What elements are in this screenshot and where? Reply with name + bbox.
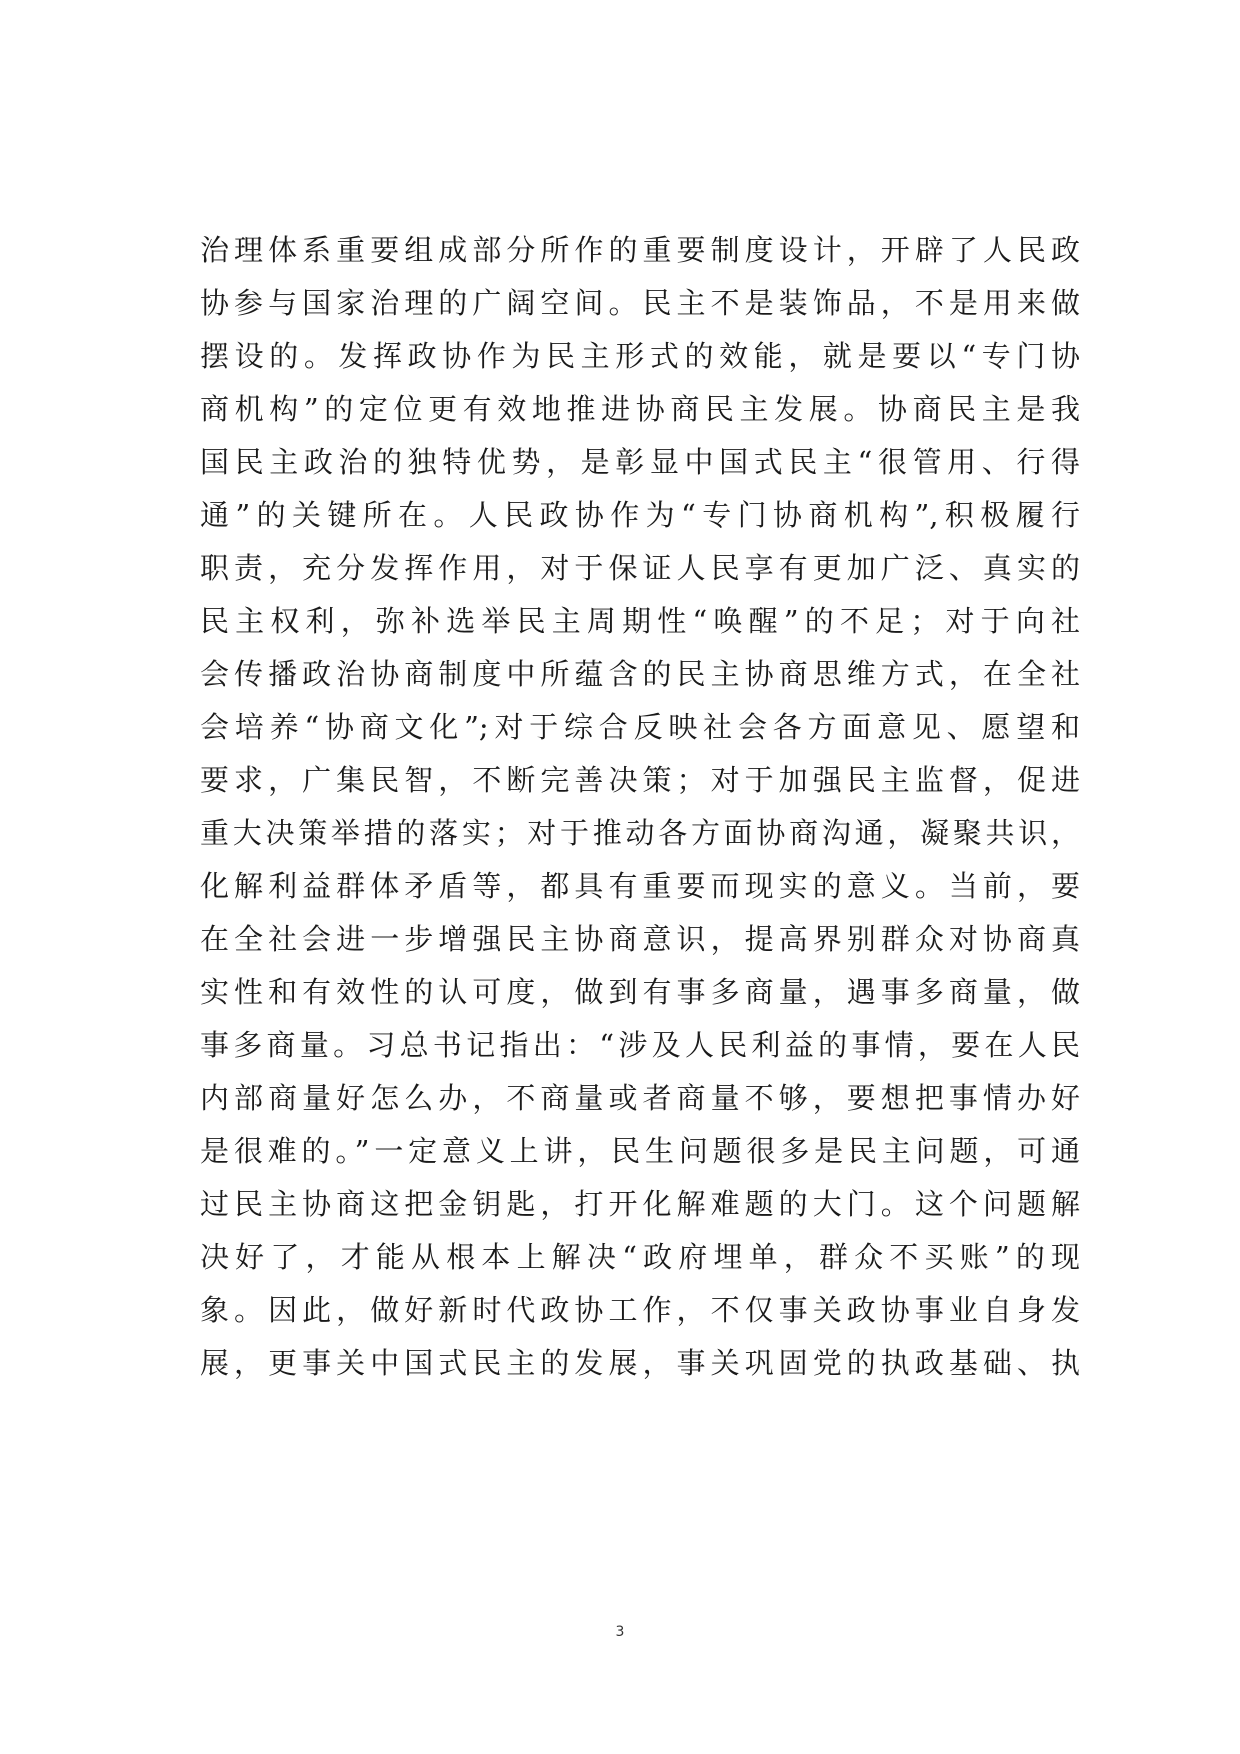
text-line: 实性和有效性的认可度，做到有事多商量，遇事多商量，做 (200, 975, 1080, 1009)
text-line: 民主权利，弥补选举民主周期性“唤醒”的不足；对于向社 (200, 604, 1080, 638)
text-line: 商机构”的定位更有效地推进协商民主发展。协商民主是我 (200, 392, 1080, 426)
text-line: 内部商量好怎么办，不商量或者商量不够，要想把事情办好 (200, 1081, 1080, 1115)
text-line: 化解利益群体矛盾等，都具有重要而现实的意义。当前，要 (200, 869, 1080, 903)
text-line: 过民主协商这把金钥匙，打开化解难题的大门。这个问题解 (200, 1187, 1080, 1221)
page-number: 3 (615, 1624, 625, 1640)
text-line: 在全社会进一步增强民主协商意识，提高界别群众对协商真 (200, 922, 1080, 956)
text-line: 协参与国家治理的广阔空间。民主不是装饰品，不是用来做 (200, 286, 1080, 320)
text-line: 治理体系重要组成部分所作的重要制度设计，开辟了人民政 (200, 233, 1080, 267)
text-line: 象。因此，做好新时代政协工作，不仅事关政协事业自身发 (200, 1293, 1080, 1327)
text-line: 会传播政治协商制度中所蕴含的民主协商思维方式，在全社 (200, 657, 1080, 691)
text-line: 重大决策举措的落实；对于推动各方面协商沟通，凝聚共识， (200, 816, 1080, 850)
text-line: 事多商量。习总书记指出：“涉及人民利益的事情，要在人民 (200, 1028, 1080, 1062)
text-line: 要求，广集民智，不断完善决策；对于加强民主监督，促进 (200, 763, 1080, 797)
text-line: 决好了，才能从根本上解决“政府埋单，群众不买账”的现 (200, 1240, 1080, 1274)
text-line: 展，更事关中国式民主的发展，事关巩固党的执政基础、执 (200, 1346, 1080, 1380)
body-paragraph (200, 224, 1080, 1390)
text-line: 国民主政治的独特优势，是彰显中国式民主“很管用、行得 (200, 445, 1080, 479)
text-line: 会培养“协商文化”;对于综合反映社会各方面意见、愿望和 (200, 710, 1080, 744)
text-line: 摆设的。发挥政协作为民主形式的效能，就是要以“专门协 (200, 339, 1080, 373)
text-line: 通”的关键所在。人民政协作为“专门协商机构”,积极履行 (200, 498, 1080, 532)
text-line: 是很难的。”一定意义上讲，民生问题很多是民主问题，可通 (200, 1134, 1080, 1168)
text-line: 职责，充分发挥作用，对于保证人民享有更加广泛、真实的 (200, 551, 1080, 585)
